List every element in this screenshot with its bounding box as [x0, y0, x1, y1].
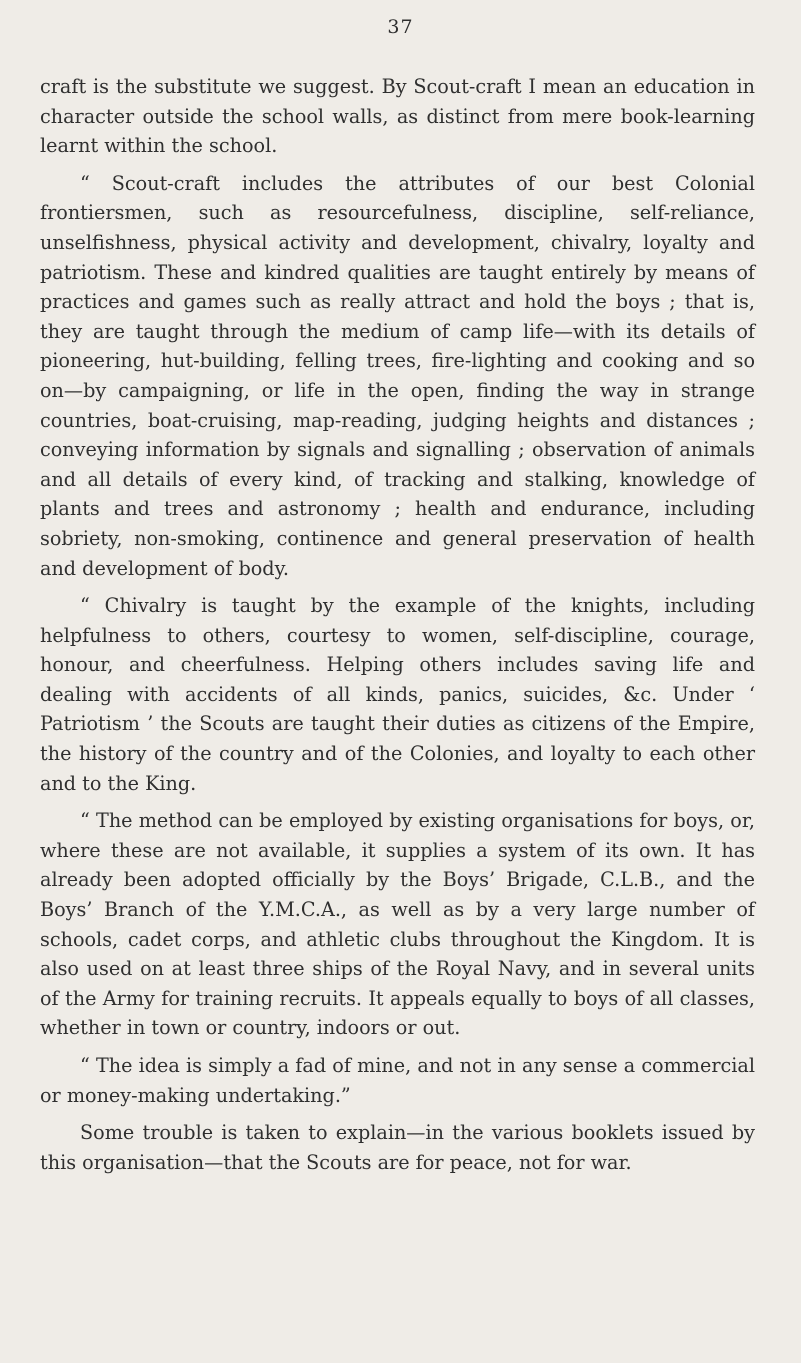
body-text: [40, 72, 755, 1185]
paragraph: “ The idea is simply a fad of mine, and not in any sense a commercial or money-making undertaking.”: [40, 1054, 755, 1107]
paragraph: “ Scout-craft includes the attributes of our best Colonial frontiersmen, such as resourcefulness, discipline, self-reliance, unselfishness, physical activity and development, chivalry, loyalty and patriotism. These and kindred qualities are taught entirely by means of practices and games such as really attract and hold the boys ; that is, they are taught through the medium of camp life—with its details of pioneering, hut-building, felling trees, fire-lighting and cooking and so on—by campaigning, or life in the open, finding the way in strange countries, boat-cruising, map-reading, judging heights and distances ; conveying information by signals and signalling ; observation of animals and all details of every kind, of tracking and stalking, knowledge of plants and trees and astronomy ; health and endurance, including sobriety, non-smoking, continence and general preservation of health and development of body.: [40, 171, 755, 580]
paragraph: “ The method can be employed by existing organisations for boys, or, where these are not available, it supplies a system of its own. It has already been adopted officially by the Boys’ Brigade, C.L.B., and the Boys’ Branch of the Y.M.C.A., as well as by a very large number of schools, cadet corps, and athletic clubs throughout the Kingdom. It is also used on at least three ships of the Royal Navy, and in several units of the Army for training recruits. It appeals equally to boys of all classes, whether in town or country, indoors or out.: [40, 809, 755, 1040]
paragraph: “ Chivalry is taught by the example of the knights, including helpfulness to others, courtesy to women, self-discipline, courage, honour, and cheerfulness. Helping others includes saving life and dealing with accidents of all kinds, panics, suicides, &c. Under ‘ Patriotism ’ the Scouts are taught their duties as citizens of the Empire, the history of the country and of the Colonies, and loyalty to each other and to the King.: [40, 594, 755, 795]
paragraph: Some trouble is taken to explain—in the various booklets issued by this organisation—that the Scouts are for peace, not for war.: [40, 1121, 755, 1174]
page-number: 37: [387, 16, 414, 38]
paragraph: craft is the substitute we suggest. By Scout-craft I mean an education in character outside the school walls, as distinct from mere book-learning learnt within the school.: [40, 75, 755, 158]
